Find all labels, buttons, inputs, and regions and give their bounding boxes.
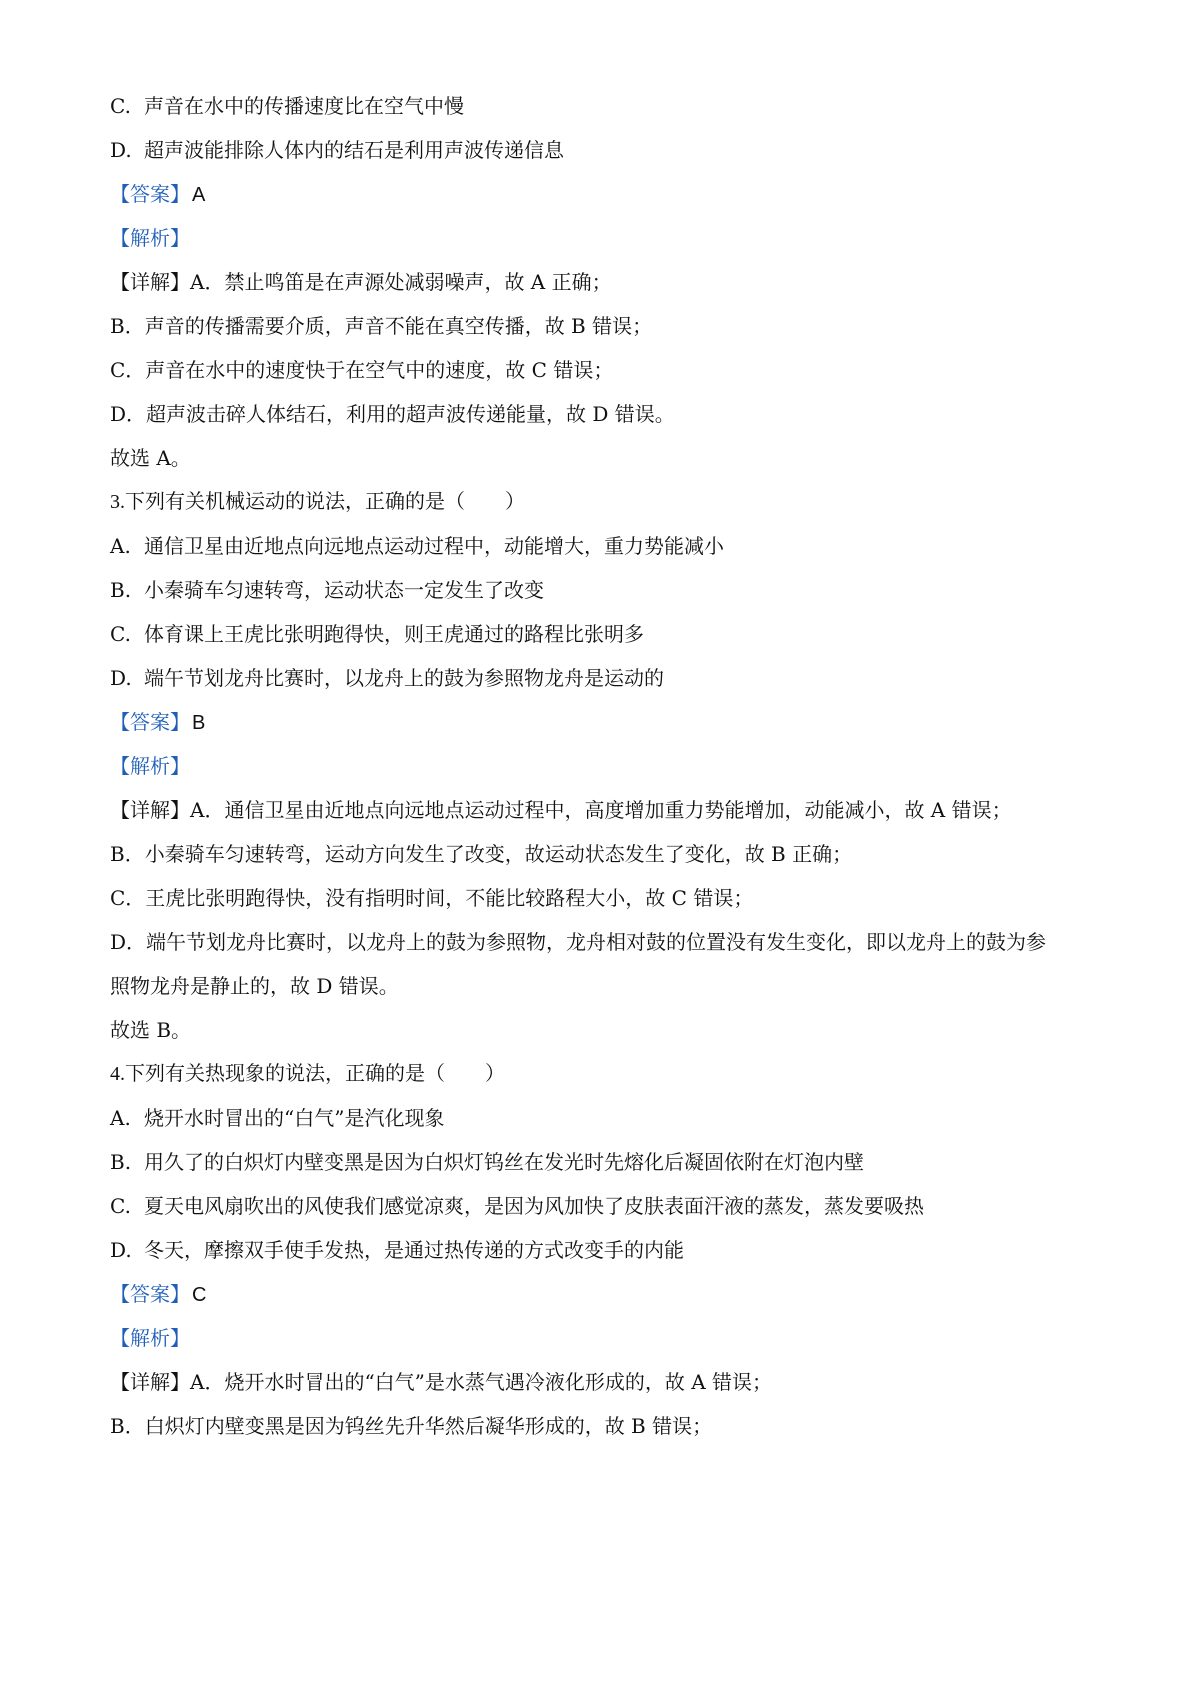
- q4-answer: [110, 1280, 1110, 1309]
- analysis-label: 【解析】: [110, 1326, 190, 1350]
- option-text: 小秦骑车匀速转弯，运动状态一定发生了改变: [144, 578, 544, 602]
- q4-option-b: [110, 1148, 1110, 1176]
- option-text: 烧开水时冒出的“白气”是汽化现象: [144, 1106, 445, 1130]
- option-text: 体育课上王虎比张明跑得快，则王虎通过的路程比张明多: [144, 622, 644, 646]
- q4-option-c: [110, 1192, 1110, 1220]
- q3-stem: 3.下列有关机械运动的说法，正确的是（ ）: [110, 491, 525, 513]
- answer-value: C: [192, 1284, 207, 1306]
- option-text: 通信卫星由近地点向远地点运动过程中，动能增大，重力势能减小: [144, 534, 724, 558]
- q2-detail-line: D．超声波击碎人体结石，利用的超声波传递能量，故 D 错误。: [110, 402, 675, 426]
- answer-value: A: [192, 184, 206, 206]
- q3-answer: [110, 708, 1110, 737]
- q3-detail-line: D．端午节划龙舟比赛时，以龙舟上的鼓为参照物，龙舟相对鼓的位置没有发生变化，即以龙舟上的鼓为参: [110, 930, 1047, 954]
- option-text: 冬天，摩擦双手使手发热，是通过热传递的方式改变手的内能: [144, 1238, 684, 1262]
- option-letter: B.: [110, 1150, 132, 1174]
- q3-analysis: [110, 752, 1110, 780]
- answer-label: 【答案】: [110, 182, 190, 206]
- option-letter: D.: [110, 666, 132, 690]
- q2-analysis: [110, 224, 1110, 252]
- detail-text: A．烧开水时冒出的“白气”是水蒸气遇冷液化形成的，故 A 错误；: [190, 1370, 773, 1394]
- q3-option-a: [110, 532, 1110, 560]
- q4-option-a: [110, 1104, 1110, 1132]
- option-letter: D.: [110, 1238, 132, 1262]
- detail-label: 【详解】: [110, 270, 190, 294]
- answer-label: 【答案】: [110, 710, 190, 734]
- q2-detail-line: C．声音在水中的速度快于在空气中的速度，故 C 错误；: [110, 358, 614, 382]
- option-letter: C.: [110, 622, 131, 646]
- q2-detail-line: [110, 268, 1110, 296]
- q3-conclusion: 故选 B。: [110, 1018, 192, 1042]
- q2-detail-line: B．声音的传播需要介质，声音不能在真空传播，故 B 错误；: [110, 314, 653, 338]
- detail-label: 【详解】: [110, 798, 190, 822]
- option-letter: A.: [110, 534, 131, 558]
- q4-detail-line: B．白炽灯内壁变黑是因为钨丝先升华然后凝华形成的，故 B 错误；: [110, 1414, 713, 1438]
- option-text: 声音在水中的传播速度比在空气中慢: [144, 94, 464, 118]
- q3-detail-line: C．王虎比张明跑得快，没有指明时间，不能比较路程大小，故 C 错误；: [110, 886, 754, 910]
- detail-text: A．禁止鸣笛是在声源处减弱噪声，故 A 正确；: [190, 270, 612, 294]
- analysis-label: 【解析】: [110, 226, 190, 250]
- q2-option-d: [110, 136, 1110, 164]
- detail-text: A．通信卫星由近地点向远地点运动过程中，高度增加重力势能增加，动能减小，故 A 错误；: [190, 798, 1012, 822]
- q4-option-d: [110, 1236, 1110, 1264]
- option-text: 超声波能排除人体内的结石是利用声波传递信息: [144, 138, 564, 162]
- option-letter: A.: [110, 1106, 131, 1130]
- option-text: 夏天电风扇吹出的风使我们感觉凉爽，是因为风加快了皮肤表面汗液的蒸发，蒸发要吸热: [144, 1194, 924, 1218]
- option-text: 端午节划龙舟比赛时，以龙舟上的鼓为参照物龙舟是运动的: [144, 666, 664, 690]
- option-letter: C.: [110, 1194, 131, 1218]
- q3-option-b: [110, 576, 1110, 604]
- option-text: 用久了的白炽灯内壁变黑是因为白炽灯钨丝在发光时先熔化后凝固依附在灯泡内壁: [144, 1150, 864, 1174]
- q2-conclusion: 故选 A。: [110, 446, 191, 470]
- q3-detail-line: [110, 796, 1110, 824]
- option-letter: C.: [110, 94, 131, 118]
- detail-label: 【详解】: [110, 1370, 190, 1394]
- q3-detail-line: 照物龙舟是静止的，故 D 错误。: [110, 974, 399, 998]
- q3-option-d: [110, 664, 1110, 692]
- q4-stem: 4.下列有关热现象的说法，正确的是（ ）: [110, 1063, 505, 1085]
- answer-value: B: [192, 712, 206, 734]
- q2-option-c: [110, 92, 1110, 120]
- q4-analysis: [110, 1324, 1110, 1352]
- option-letter: D.: [110, 138, 132, 162]
- q3-option-c: [110, 620, 1110, 648]
- answer-label: 【答案】: [110, 1282, 190, 1306]
- option-letter: B.: [110, 578, 132, 602]
- q4-detail-line: [110, 1368, 1110, 1396]
- analysis-label: 【解析】: [110, 754, 190, 778]
- q2-answer: [110, 180, 1110, 209]
- q3-detail-line: B．小秦骑车匀速转弯，运动方向发生了改变，故运动状态发生了变化，故 B 正确；: [110, 842, 853, 866]
